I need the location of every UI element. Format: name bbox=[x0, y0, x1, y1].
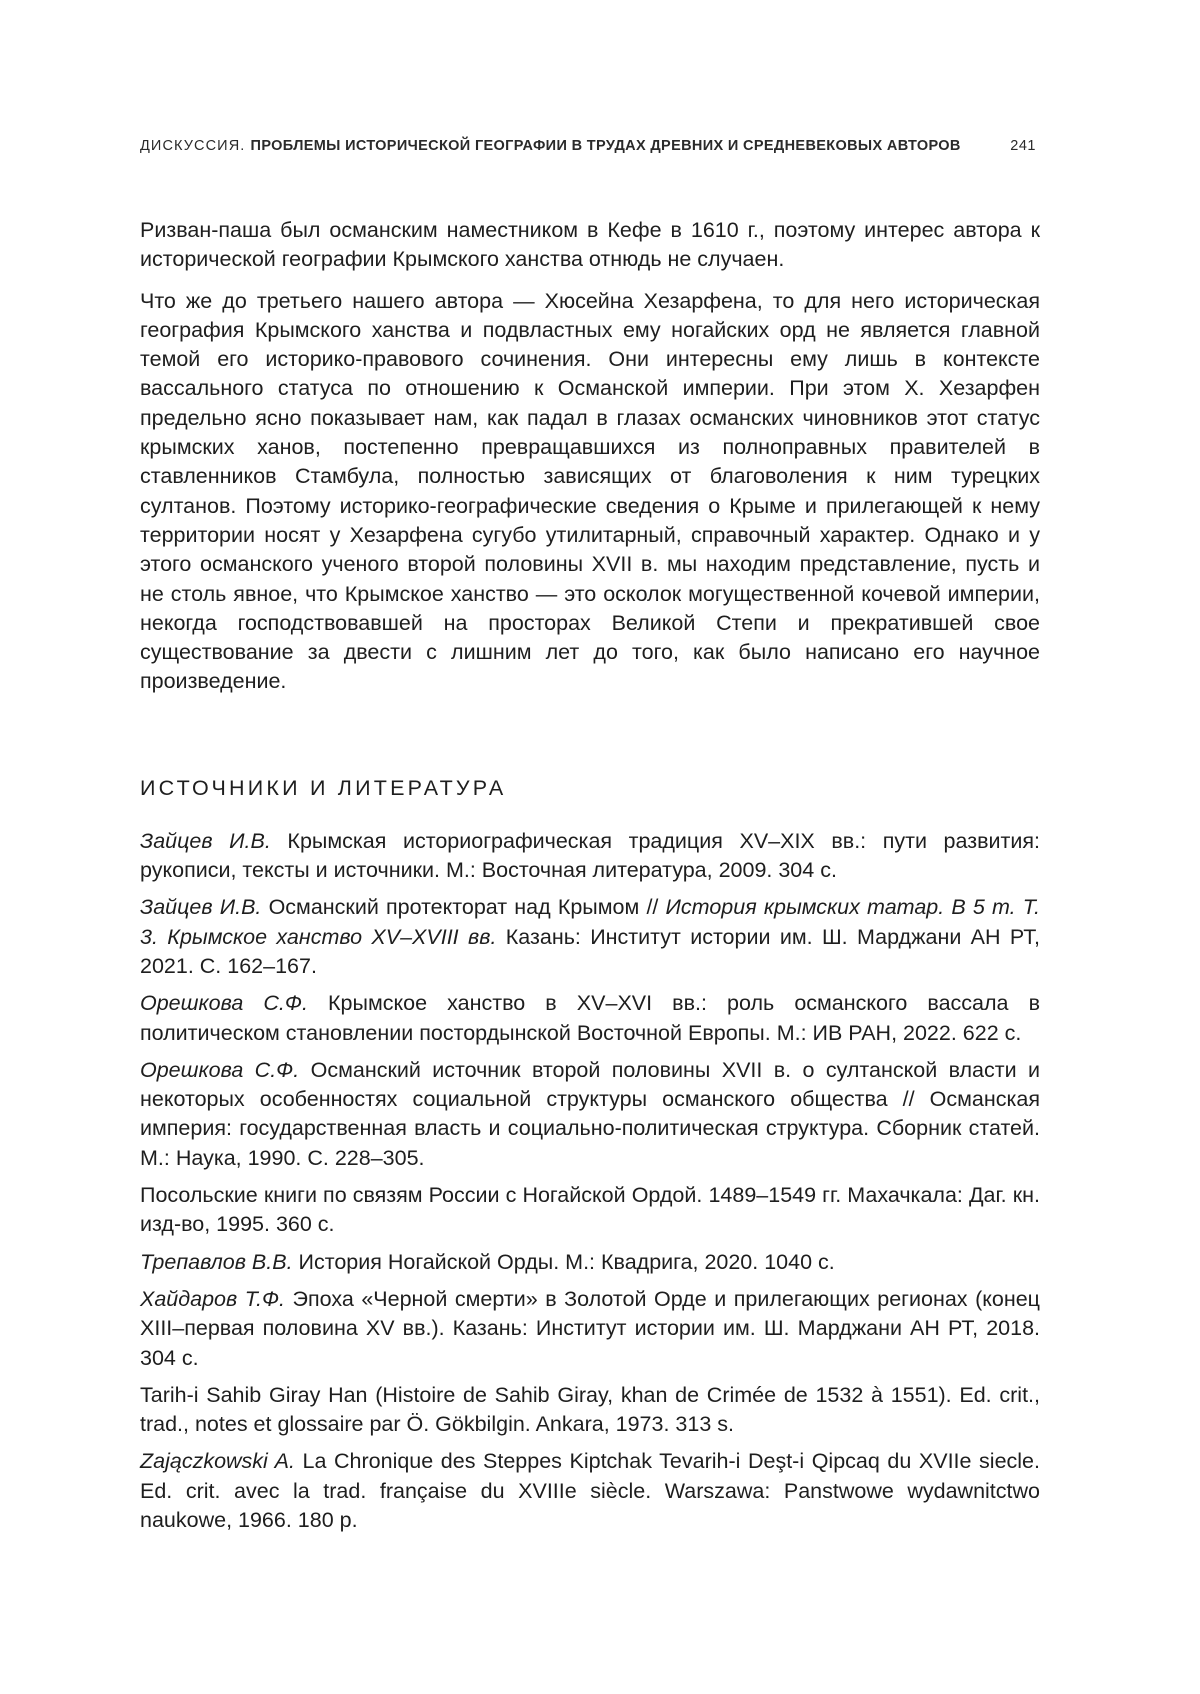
reference-author: Zajączkowski A. bbox=[140, 1449, 295, 1474]
running-header bbox=[140, 138, 1036, 154]
reference-item bbox=[140, 1285, 1040, 1373]
reference-text: Османский протекторат над Крымом // bbox=[261, 895, 666, 920]
reference-item bbox=[140, 1447, 1040, 1535]
reference-author: Орешкова С.Ф. bbox=[140, 1057, 300, 1082]
reference-text: История Ногайской Орды. М.: Квадрига, 2020. 1040 с. bbox=[292, 1249, 835, 1274]
header-title: ПРОБЛЕМЫ ИСТОРИЧЕСКОЙ ГЕОГРАФИИ В ТРУДАХ ДРЕВНИХ И СРЕДНЕВЕКОВЫХ АВТОРОВ bbox=[250, 138, 961, 154]
reference-text: Крымская историографическая традиция XV–XIX вв.: пути развития: рукописи, тексты и источники. М.: Восточная литература, 2009. 304 с. bbox=[140, 828, 1040, 883]
reference-author: Зайцев И.В. bbox=[140, 895, 262, 920]
reference-text: Tarih-i Sahib Giray Han (Histoire de Sahib Giray, khan de Crimée de 1532 à 1551). Ed. crit., trad., notes et glossaire par Ö. Gökbilgin. Ankara, 1973. 313 s. bbox=[140, 1382, 1040, 1437]
reference-item bbox=[140, 989, 1040, 1048]
reference-author: Хайдаров Т.Ф. bbox=[140, 1286, 286, 1311]
reference-item bbox=[140, 827, 1040, 886]
paragraph: Ризван-паша был османским наместником в Кефе в 1610 г., поэтому интерес автора к исторической географии Крымского ханства отнюдь не случаен. bbox=[140, 218, 1040, 272]
reference-text: Эпоха «Черной смерти» в Золотой Орде и прилегающих регионах (конец XIII–первая половина XV вв.). Казань: Институт истории им. Ш. Марджани АН РТ, 2018. 304 с. bbox=[140, 1286, 1040, 1370]
reference-item bbox=[140, 1248, 1040, 1277]
reference-item bbox=[140, 893, 1040, 981]
header-section: ДИСКУССИЯ. bbox=[140, 138, 246, 154]
reference-text: Крымское ханство в XV–XVI вв.: роль османского вассала в политическом становлении постордынской Восточной Европы. М.: ИВ РАН, 2022. 622 с. bbox=[140, 991, 1040, 1045]
reference-author: Орешкова С.Ф. bbox=[140, 991, 308, 1016]
reference-title: История крымских татар. В 5 т. Т. 3. Крымское ханство XV–XVIII вв. bbox=[140, 895, 1040, 949]
reference-author: Зайцев И.В. bbox=[140, 828, 271, 853]
reference-item bbox=[140, 1181, 1040, 1240]
reference-text: La Chronique des Steppes Kiptchak Tevarih-i Deşt-i Qipcaq du XVIIe siecle. Ed. crit. avec la trad. française du XVIIIe siècle. Warszawa: Panstwowe wydawnitctwo naukowe, 1966. 180 p. bbox=[140, 1449, 1040, 1532]
page-number: 241 bbox=[1010, 138, 1036, 154]
page-body bbox=[140, 216, 1040, 1543]
reference-tail: Казань: Институт истории им. Ш. Марджани АН РТ, 2021. С. 162–167. bbox=[140, 924, 1040, 978]
paragraph: Что же до третьего нашего автора — Хюсейна Хезарфена, то для него историческая география Крымского ханства и подвластных ему ногайских орд не является главной темой его историко-правового сочинения. Они интересны ему лишь в контексте вассального статуса по отношению к Османской империи. При этом Х. Хезарфен предельно ясно показывает нам, как падал в глазах османских чиновников этот статус крымских ханов, постепенно превращавшихся из полноправных правителей в ставленников Стамбула, полностью зависящих от благоволения к ним турецких султанов. Поэтому историко-географические сведения о Крыме и прилегающей к нему территории носят у Хезарфена сугубо утилитарный, справочный характер. Однако и у этого османского ученого второй половины XVII в. мы находим представление, пусть и не столь явное, что Крымское ханство — это осколок могущественной кочевой империи, некогда господствовавшей на просторах Великой Степи и прекратившей свое существование за двести с лишним лет до того, как было написано его научное произведение. bbox=[140, 288, 1040, 694]
sources-heading: ИСТОЧНИКИ И ЛИТЕРАТУРА bbox=[140, 775, 507, 800]
reference-author: Трепавлов В.В. bbox=[140, 1249, 293, 1274]
reference-text: Посольские книги по связям России с Ногайской Ордой. 1489–1549 гг. Махачкала: Даг. кн. изд-во, 1995. 360 с. bbox=[140, 1183, 1040, 1237]
reference-item bbox=[140, 1056, 1040, 1173]
reference-item bbox=[140, 1381, 1040, 1440]
reference-text: Османский источник второй половины XVII в. о султанской власти и некоторых особенностях социальной структуры османского общества // Османская империя: государственная власть и социально-политическая структура. Сборник статей. М.: Наука, 1990. С. 228–305. bbox=[140, 1057, 1040, 1170]
